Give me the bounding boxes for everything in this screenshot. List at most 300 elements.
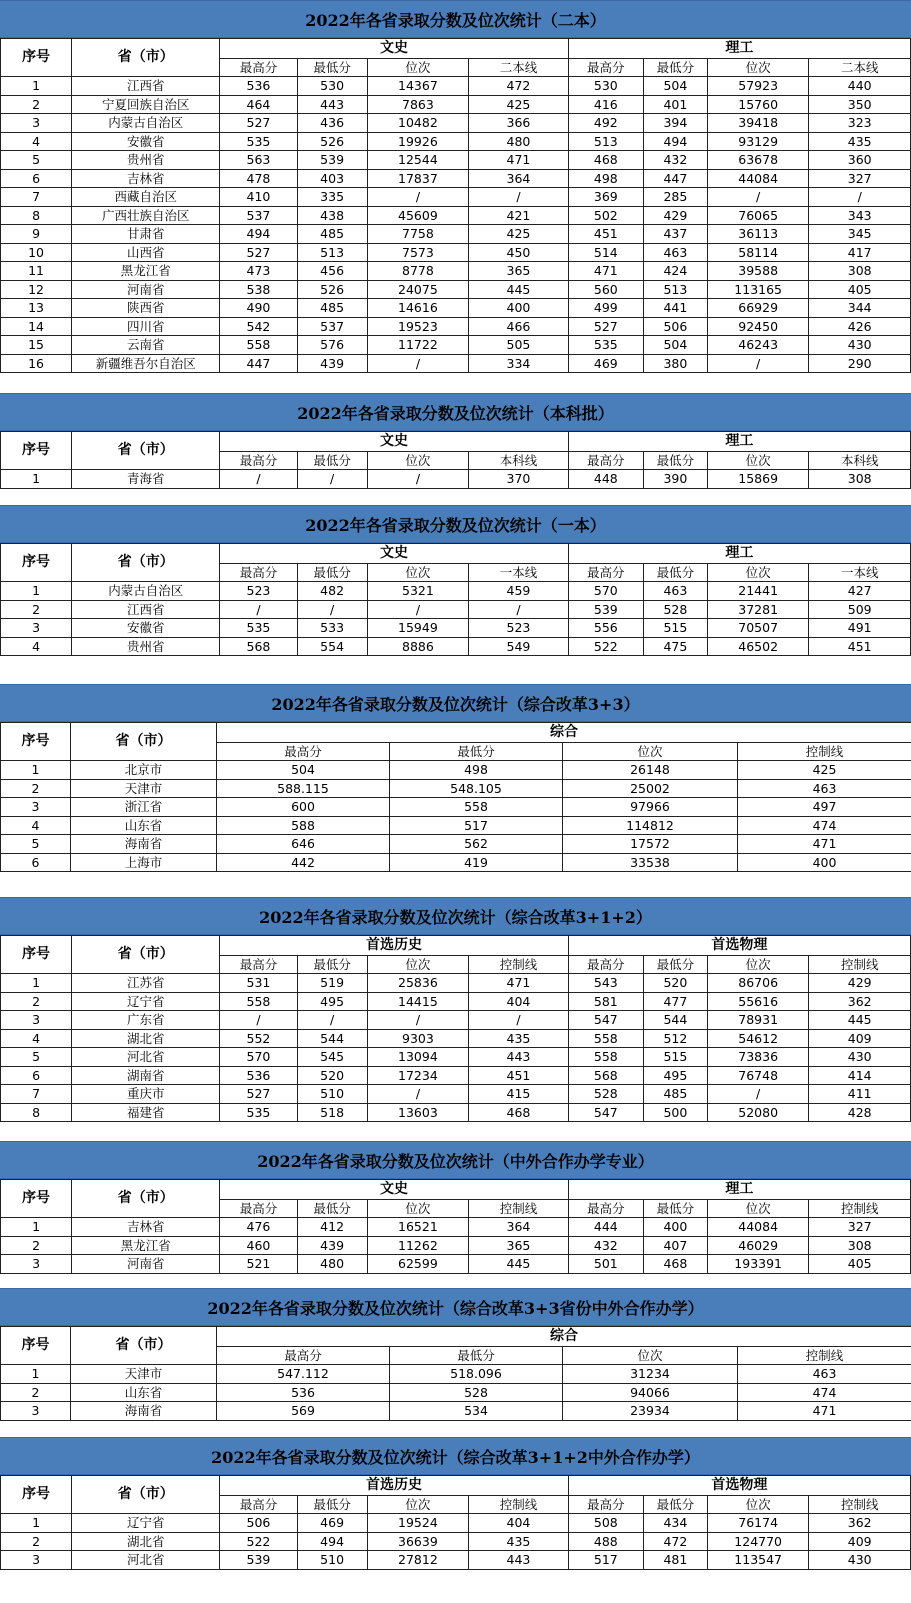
score-cell: 485 [297, 225, 367, 244]
score-cell: 76748 [707, 1066, 809, 1085]
row-index: 16 [1, 354, 72, 373]
score-cell: 443 [297, 95, 367, 114]
score-cell: 536 [220, 1066, 297, 1085]
score-cell: 364 [469, 169, 569, 188]
column-sub-header: 最高分 [568, 452, 643, 470]
score-cell: 542 [220, 317, 297, 336]
row-index: 5 [1, 1048, 72, 1067]
column-sub-header: 最高分 [220, 59, 297, 77]
score-cell: 23934 [563, 1402, 738, 1421]
column-sub-header: 最低分 [643, 956, 707, 974]
score-cell: 24075 [367, 280, 469, 299]
score-cell: 451 [809, 637, 911, 656]
score-cell: 438 [297, 206, 367, 225]
province-name: 上海市 [71, 853, 217, 872]
score-cell: 113547 [707, 1551, 809, 1570]
score-cell: 62599 [367, 1255, 469, 1274]
row-index: 15 [1, 336, 72, 355]
score-cell: 491 [809, 619, 911, 638]
score-cell: 445 [469, 280, 569, 299]
province-name: 黑龙江省 [72, 1236, 220, 1255]
score-cell: 380 [643, 354, 707, 373]
province-name: 海南省 [71, 835, 217, 854]
section-title: 2022年各省录取分数及位次统计（综合改革3+1+2） [0, 897, 911, 935]
column-sub-header: 最低分 [643, 59, 707, 77]
score-cell: 400 [738, 853, 911, 872]
score-cell: 506 [220, 1514, 297, 1533]
score-cell: 494 [220, 225, 297, 244]
table-row [1, 336, 911, 355]
score-cell: 441 [643, 299, 707, 318]
score-cell: 12544 [367, 151, 469, 170]
score-cell: 494 [643, 132, 707, 151]
province-name: 山东省 [71, 1383, 217, 1402]
score-cell: 460 [220, 1236, 297, 1255]
column-sub-header: 一本线 [809, 564, 911, 582]
score-cell: 285 [643, 188, 707, 207]
score-cell: 92450 [707, 317, 809, 336]
score-cell: 26148 [563, 761, 738, 780]
province-name: 青海省 [72, 470, 220, 489]
score-table [0, 1475, 911, 1570]
score-cell: 430 [809, 336, 911, 355]
score-cell: / [220, 1011, 297, 1030]
score-cell: 558 [568, 1029, 643, 1048]
score-cell: 543 [568, 974, 643, 993]
column-sub-header: 控制线 [469, 1496, 569, 1514]
column-sub-header: 位次 [707, 1200, 809, 1218]
score-cell: 480 [297, 1255, 367, 1274]
row-index: 2 [1, 992, 72, 1011]
score-cell: 93129 [707, 132, 809, 151]
province-name: 云南省 [72, 336, 220, 355]
score-cell: 500 [643, 1103, 707, 1122]
column-group-header: 理工 [568, 544, 910, 564]
score-cell: 440 [809, 77, 911, 96]
score-cell: 16521 [367, 1218, 469, 1237]
score-cell: 57923 [707, 77, 809, 96]
score-cell: 548.105 [390, 779, 563, 798]
score-cell: 515 [643, 1048, 707, 1067]
score-cell: / [367, 188, 469, 207]
score-cell: 469 [297, 1514, 367, 1533]
score-cell: 513 [643, 280, 707, 299]
score-cell: 94066 [563, 1383, 738, 1402]
province-name: 新疆维吾尔自治区 [72, 354, 220, 373]
score-cell: 504 [643, 77, 707, 96]
column-sub-header: 最高分 [568, 1496, 643, 1514]
table-row [1, 1048, 911, 1067]
table-row [1, 1066, 911, 1085]
province-name: 河南省 [72, 280, 220, 299]
score-cell: 434 [643, 1514, 707, 1533]
score-cell: / [707, 1085, 809, 1104]
score-cell: 411 [809, 1085, 911, 1104]
score-cell: 547.112 [217, 1365, 390, 1384]
score-cell: 46029 [707, 1236, 809, 1255]
province-name: 宁夏回族自治区 [72, 95, 220, 114]
score-cell: 404 [469, 992, 569, 1011]
score-cell: 588.115 [217, 779, 390, 798]
score-table [0, 38, 911, 373]
column-group-header: 首选物理 [568, 1476, 910, 1496]
score-cell: 54612 [707, 1029, 809, 1048]
province-name: 江西省 [72, 600, 220, 619]
score-table [0, 935, 911, 1122]
score-cell: 401 [643, 95, 707, 114]
row-index: 6 [1, 1066, 72, 1085]
table-row [1, 974, 911, 993]
row-index: 4 [1, 816, 71, 835]
score-cell: 364 [469, 1218, 569, 1237]
score-cell: 308 [809, 1236, 911, 1255]
column-sub-header: 控制线 [469, 956, 569, 974]
score-cell: 558 [568, 1048, 643, 1067]
score-cell: 528 [568, 1085, 643, 1104]
province-name: 贵州省 [72, 637, 220, 656]
score-cell: 417 [809, 243, 911, 262]
column-sub-header: 最低分 [297, 956, 367, 974]
table-row [1, 582, 911, 601]
score-cell: 539 [297, 151, 367, 170]
header-row [1, 1476, 911, 1496]
province-name: 湖北省 [72, 1029, 220, 1048]
row-index: 10 [1, 243, 72, 262]
score-cell: 547 [568, 1103, 643, 1122]
score-cell: 482 [297, 582, 367, 601]
column-sub-header: 最低分 [643, 564, 707, 582]
score-cell: 33538 [563, 853, 738, 872]
column-sub-header: 最低分 [297, 564, 367, 582]
score-cell: 521 [220, 1255, 297, 1274]
score-cell: / [220, 470, 297, 489]
column-sub-header: 位次 [707, 452, 809, 470]
score-cell: / [469, 600, 569, 619]
table-row [1, 1383, 911, 1402]
score-cell: 502 [568, 206, 643, 225]
score-cell: 504 [643, 336, 707, 355]
row-index: 13 [1, 299, 72, 318]
score-cell: 8886 [367, 637, 469, 656]
row-index: 2 [1, 600, 72, 619]
column-group-header: 理工 [568, 432, 910, 452]
table-row [1, 1551, 911, 1570]
score-cell: 476 [220, 1218, 297, 1237]
score-cell: 432 [568, 1236, 643, 1255]
score-cell: 73836 [707, 1048, 809, 1067]
province-name: 湖南省 [72, 1066, 220, 1085]
column-sub-header: 位次 [707, 59, 809, 77]
score-cell: 510 [297, 1551, 367, 1570]
table-row [1, 1514, 911, 1533]
score-cell: 14616 [367, 299, 469, 318]
score-cell: 520 [297, 1066, 367, 1085]
score-cell: 8778 [367, 262, 469, 281]
row-index: 1 [1, 1218, 72, 1237]
row-index: 12 [1, 280, 72, 299]
score-cell: 530 [297, 77, 367, 96]
score-cell: 531 [220, 974, 297, 993]
row-index: 1 [1, 974, 72, 993]
score-cell: 44084 [707, 169, 809, 188]
column-sub-header: 位次 [367, 452, 469, 470]
score-cell: 497 [738, 798, 911, 817]
column-sub-header: 位次 [707, 956, 809, 974]
score-cell: 517 [390, 816, 563, 835]
column-group-header: 文史 [220, 39, 568, 59]
header-row [1, 432, 911, 452]
table-row [1, 1029, 911, 1048]
score-cell: 508 [568, 1514, 643, 1533]
score-cell: 428 [809, 1103, 911, 1122]
score-cell: 70507 [707, 619, 809, 638]
column-group-header: 首选物理 [568, 936, 910, 956]
column-sub-header: 最低分 [390, 743, 563, 761]
province-name: 北京市 [71, 761, 217, 780]
score-cell: / [707, 354, 809, 373]
score-cell: 544 [643, 1011, 707, 1030]
score-cell: 17234 [367, 1066, 469, 1085]
score-cell: 365 [469, 1236, 569, 1255]
score-cell: 563 [220, 151, 297, 170]
column-group-header: 理工 [568, 1180, 910, 1200]
section-title: 2022年各省录取分数及位次统计（综合改革3+3省份中外合作办学） [0, 1288, 911, 1326]
score-cell: 343 [809, 206, 911, 225]
score-cell: 97966 [563, 798, 738, 817]
score-cell: 10482 [367, 114, 469, 133]
score-cell: 495 [297, 992, 367, 1011]
score-cell: 45609 [367, 206, 469, 225]
column-header-province: 省（市） [72, 39, 220, 77]
score-cell: / [367, 1085, 469, 1104]
column-sub-header: 位次 [367, 1200, 469, 1218]
column-sub-header: 最低分 [297, 1496, 367, 1514]
row-index: 7 [1, 188, 72, 207]
score-cell: 485 [643, 1085, 707, 1104]
row-index: 2 [1, 1383, 71, 1402]
row-index: 1 [1, 1514, 72, 1533]
row-index: 5 [1, 835, 71, 854]
row-index: 4 [1, 132, 72, 151]
score-cell: 13094 [367, 1048, 469, 1067]
score-table [0, 543, 911, 656]
score-cell: 536 [220, 77, 297, 96]
column-header-province: 省（市） [71, 1327, 217, 1365]
column-header-province: 省（市） [72, 432, 220, 470]
score-cell: 498 [568, 169, 643, 188]
score-cell: 501 [568, 1255, 643, 1274]
score-cell: 429 [809, 974, 911, 993]
score-cell: 568 [220, 637, 297, 656]
province-name: 河南省 [72, 1255, 220, 1274]
score-cell: 488 [568, 1532, 643, 1551]
score-cell: 366 [469, 114, 569, 133]
score-cell: 55616 [707, 992, 809, 1011]
score-cell: 308 [809, 470, 911, 489]
score-cell: 323 [809, 114, 911, 133]
column-sub-header: 最高分 [220, 956, 297, 974]
province-name: 四川省 [72, 317, 220, 336]
table-row [1, 151, 911, 170]
score-cell: 435 [809, 132, 911, 151]
score-cell: 474 [738, 816, 911, 835]
score-cell: 439 [297, 354, 367, 373]
province-name: 西藏自治区 [72, 188, 220, 207]
header-row [1, 39, 911, 59]
row-index: 3 [1, 1011, 72, 1030]
column-sub-header: 控制线 [738, 743, 911, 761]
column-group-header: 首选历史 [220, 936, 568, 956]
column-sub-header: 位次 [367, 59, 469, 77]
section-title: 2022年各省录取分数及位次统计（综合改革3+1+2中外合作办学） [0, 1437, 911, 1475]
score-cell: 394 [643, 114, 707, 133]
row-index: 4 [1, 1029, 72, 1048]
score-cell: 463 [738, 779, 911, 798]
score-cell: 416 [568, 95, 643, 114]
table-row [1, 470, 911, 489]
row-index: 6 [1, 169, 72, 188]
score-cell: 63678 [707, 151, 809, 170]
score-cell: 444 [568, 1218, 643, 1237]
table-row [1, 992, 911, 1011]
score-table [0, 722, 911, 872]
row-index: 8 [1, 206, 72, 225]
header-row [1, 723, 911, 743]
column-sub-header: 最低分 [390, 1347, 563, 1365]
province-name: 辽宁省 [72, 1514, 220, 1533]
column-header-index: 序号 [1, 936, 72, 974]
score-cell: 480 [469, 132, 569, 151]
score-cell: 113165 [707, 280, 809, 299]
score-cell: 15760 [707, 95, 809, 114]
score-cell: 513 [568, 132, 643, 151]
section-title: 2022年各省录取分数及位次统计（本科批） [0, 393, 911, 431]
table-row [1, 600, 911, 619]
score-cell: 527 [220, 243, 297, 262]
score-cell: 471 [738, 1402, 911, 1421]
score-cell: 533 [297, 619, 367, 638]
column-group-header: 文史 [220, 1180, 568, 1200]
score-cell: 424 [643, 262, 707, 281]
score-cell: 535 [220, 1103, 297, 1122]
table-row [1, 280, 911, 299]
score-cell: 539 [220, 1551, 297, 1570]
score-cell: 39588 [707, 262, 809, 281]
province-name: 天津市 [71, 1365, 217, 1384]
score-cell: 327 [809, 169, 911, 188]
score-cell: 463 [738, 1365, 911, 1384]
score-cell: / [469, 188, 569, 207]
score-cell: 124770 [707, 1532, 809, 1551]
row-index: 3 [1, 798, 71, 817]
header-row [1, 1180, 911, 1200]
row-index: 7 [1, 1085, 72, 1104]
table-row [1, 77, 911, 96]
score-cell: 519 [297, 974, 367, 993]
score-cell: 468 [643, 1255, 707, 1274]
score-cell: 31234 [563, 1365, 738, 1384]
province-name: 吉林省 [72, 1218, 220, 1237]
score-table [0, 431, 911, 489]
score-cell: 537 [220, 206, 297, 225]
row-index: 1 [1, 470, 72, 489]
score-cell: 514 [568, 243, 643, 262]
score-cell: 360 [809, 151, 911, 170]
row-index: 3 [1, 619, 72, 638]
score-cell: 114812 [563, 816, 738, 835]
header-row [1, 544, 911, 564]
score-cell: 492 [568, 114, 643, 133]
score-cell: 527 [220, 114, 297, 133]
score-cell: 569 [217, 1402, 390, 1421]
score-cell: 448 [568, 470, 643, 489]
table-row [1, 1236, 911, 1255]
score-cell: 506 [643, 317, 707, 336]
row-index: 6 [1, 853, 71, 872]
score-cell: 435 [469, 1029, 569, 1048]
score-cell: 475 [643, 637, 707, 656]
score-cell: 13603 [367, 1103, 469, 1122]
score-cell: 534 [390, 1402, 563, 1421]
score-cell: 447 [643, 169, 707, 188]
score-cell: 46502 [707, 637, 809, 656]
score-cell: 437 [643, 225, 707, 244]
score-cell: / [297, 600, 367, 619]
score-cell: 350 [809, 95, 911, 114]
score-cell: 7573 [367, 243, 469, 262]
score-cell: 409 [809, 1532, 911, 1551]
score-cell: 570 [220, 1048, 297, 1067]
score-table [0, 1179, 911, 1274]
score-cell: 66929 [707, 299, 809, 318]
province-name: 贵州省 [72, 151, 220, 170]
score-cell: 308 [809, 262, 911, 281]
score-cell: 528 [643, 600, 707, 619]
score-cell: 445 [809, 1011, 911, 1030]
row-index: 3 [1, 1402, 71, 1421]
column-sub-header: 最低分 [643, 1200, 707, 1218]
section-title: 2022年各省录取分数及位次统计（一本） [0, 505, 911, 543]
province-name: 江西省 [72, 77, 220, 96]
score-cell: 76174 [707, 1514, 809, 1533]
score-cell: 517 [568, 1551, 643, 1570]
score-cell: 477 [643, 992, 707, 1011]
score-cell: 25836 [367, 974, 469, 993]
score-cell: 469 [568, 354, 643, 373]
score-cell: 442 [217, 853, 390, 872]
row-index: 4 [1, 637, 72, 656]
score-cell: 558 [220, 992, 297, 1011]
province-name: 安徽省 [72, 619, 220, 638]
score-cell: 472 [643, 1532, 707, 1551]
score-cell: 344 [809, 299, 911, 318]
score-cell: 52080 [707, 1103, 809, 1122]
score-cell: 518.096 [390, 1365, 563, 1384]
row-index: 1 [1, 1365, 71, 1384]
score-cell: 527 [568, 317, 643, 336]
province-name: 陕西省 [72, 299, 220, 318]
score-cell: 415 [469, 1085, 569, 1104]
score-cell: 5321 [367, 582, 469, 601]
score-cell: 513 [297, 243, 367, 262]
score-cell: 427 [809, 582, 911, 601]
score-cell: 530 [568, 77, 643, 96]
column-sub-header: 最低分 [643, 452, 707, 470]
column-header-index: 序号 [1, 432, 72, 470]
score-cell: 17837 [367, 169, 469, 188]
score-cell: 78931 [707, 1011, 809, 1030]
score-cell: 474 [738, 1383, 911, 1402]
